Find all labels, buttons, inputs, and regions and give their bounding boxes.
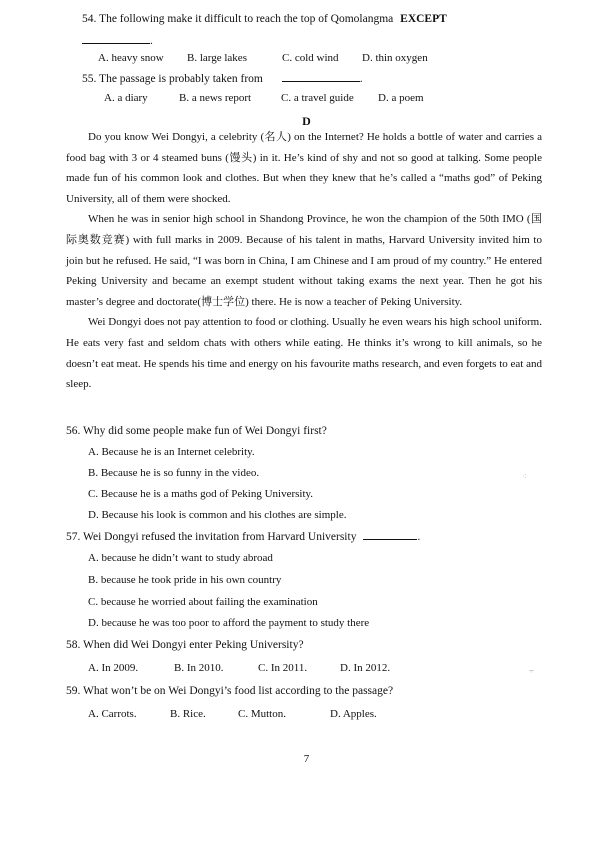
question-58-stem: 58. When did Wei Dongyi enter Peking University? (66, 639, 304, 651)
pencil-mark-1: ⁖ (522, 472, 527, 481)
option-55-d: D. a poem (378, 92, 424, 104)
option-57-b: B. because he took pride in his own country (88, 574, 282, 586)
passage-paragraph-2: When he was in senior high school in Shandong Province, he won the champion of the 50th IMO (国际奥数竞赛) with full marks in 2009. Because of his talent in maths, Harvard University invited him to join but he refused. He said, “I was born in China, I am Chinese and I am proud of my country.” He entered Peking University and became an exempt student without taking exams the next year. Then he got his master’s degree and doctorate(博士学位) there. He is now a teacher of Peking University. (66, 213, 542, 308)
option-56-c: C. Because he is a maths god of Peking University. (88, 488, 314, 500)
passage-paragraph-3: Wei Dongyi does not pay attention to food or clothing. Usually he even wears his high school uniform. He eats very fast and seldom chats with others while eating. He thinks it’s wrong to kill animals, so he doesn’t eat meat. He spends his time and energy on his favourite maths research, and even forgets to eat and sleep. (66, 316, 542, 391)
question-59-stem: 59. What won’t be on Wei Dongyi’s food list according to the passage? (66, 685, 394, 697)
option-55-a: A. a diary (104, 92, 148, 104)
option-55-c: C. a travel guide (281, 92, 354, 104)
option-59-b: B. Rice. (170, 708, 206, 720)
option-59-a: A. Carrots. (88, 708, 137, 720)
section-heading: D (302, 114, 311, 128)
option-57-c: C. because he worried about failing the examination (88, 596, 318, 608)
option-55-b: B. a news report (179, 92, 252, 104)
blank-end-57: . (417, 531, 421, 543)
question-56-stem: 56. Why did some people make fun of Wei Dongyi first? (66, 425, 327, 437)
question-54-text: 54. The following make it difficult to reach the top of Qomolangma (82, 13, 394, 25)
option-59-d: D. Apples. (330, 708, 377, 720)
option-54-d: D. thin oxygen (362, 52, 428, 64)
answer-blank-54 (82, 33, 150, 44)
option-59-c: C. Mutton. (238, 708, 286, 720)
page-number: 7 (303, 753, 310, 765)
option-54-c: C. cold wind (282, 52, 339, 64)
question-54-stem (82, 12, 447, 26)
option-54-b: B. large lakes (187, 52, 247, 64)
option-57-d: D. because he was too poor to afford the payment to study there (88, 617, 370, 629)
option-58-c: C. In 2011. (258, 662, 308, 674)
option-58-a: A. In 2009. (88, 662, 139, 674)
except-label: EXCEPT (400, 13, 447, 25)
reading-passage (66, 127, 542, 395)
pencil-mark-2: ⸟ (528, 666, 535, 675)
question-55-text: 55. The passage is probably taken from (82, 73, 263, 85)
answer-blank-57 (363, 529, 417, 540)
blank-end-55: . (359, 73, 363, 85)
option-58-b: B. In 2010. (174, 662, 224, 674)
question-54-blank (82, 33, 153, 48)
option-56-d: D. Because his look is common and his clothes are simple. (88, 509, 347, 521)
option-54-a: A. heavy snow (98, 52, 164, 64)
option-58-d: D. In 2012. (340, 662, 391, 674)
passage-paragraph-1: Do you know Wei Dongyi, a celebrity (名人) on the Internet? He holds a bottle of water and carries a food bag with 3 or 4 steamed buns (馒头) in it. He’s kind of shy and not so good at talking. Some people made fun of his common look and clothes. But when they knew that he’s called a “maths god” of Peking University, all of them were shocked. (66, 131, 542, 205)
option-56-a: A. Because he is an Internet celebrity. (88, 446, 255, 458)
option-56-b: B. Because he is so funny in the video. (88, 467, 260, 479)
blank-end-54: . (150, 35, 153, 47)
question-57-text: 57. Wei Dongyi refused the invitation from Harvard University (66, 531, 357, 543)
answer-blank-55 (282, 71, 360, 82)
question-57-stem (66, 529, 420, 544)
question-55-stem (82, 71, 363, 86)
option-57-a: A. because he didn’t want to study abroad (88, 552, 273, 564)
